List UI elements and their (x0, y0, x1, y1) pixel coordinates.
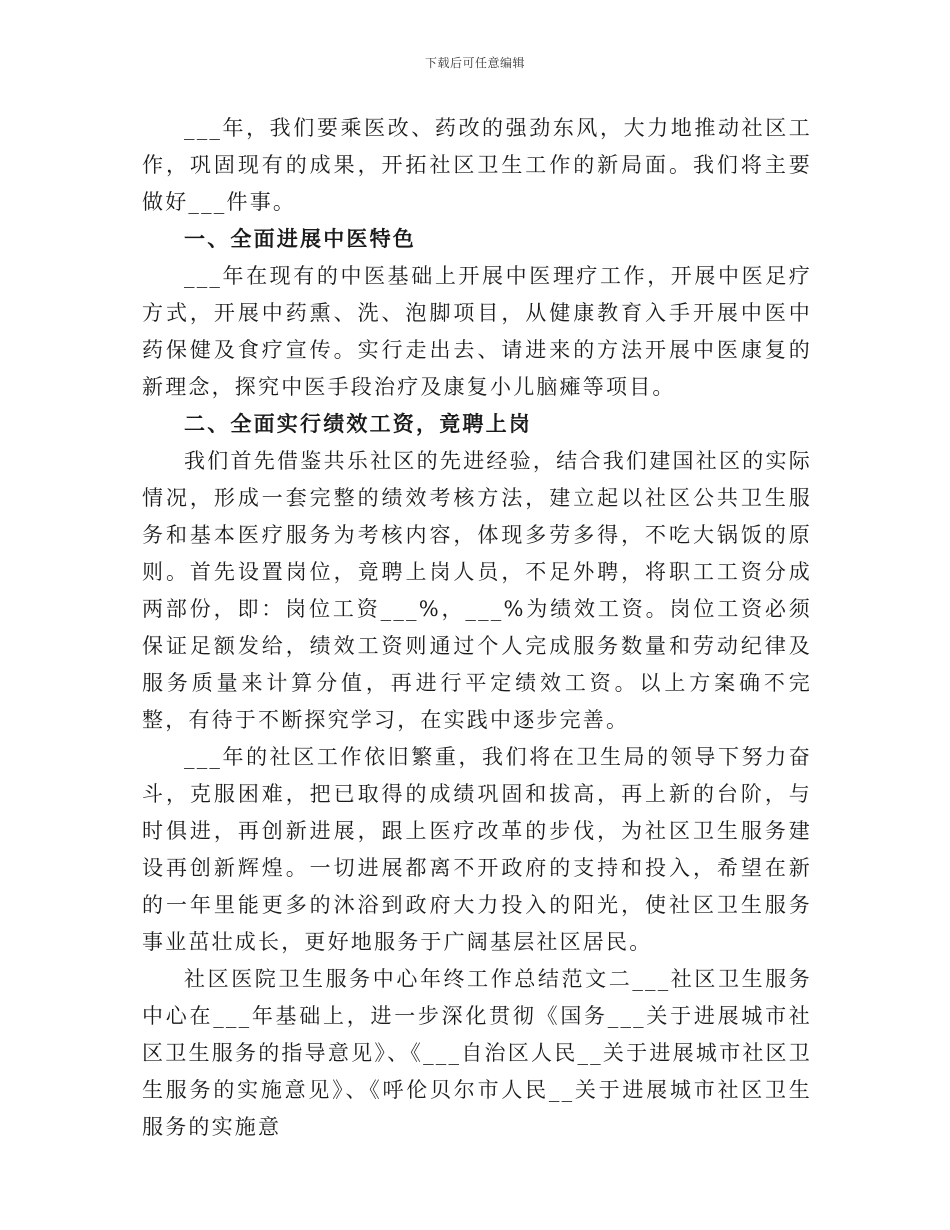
closing-paragraph: ___年的社区工作依旧繁重，我们将在卫生局的领导下努力奋斗，克服困难，把已取得的成绩巩固和拔高，再上新的台阶，与时俱进，再创新进展，跟上医疗改革的步伐，为社区卫生服务建设再创新辉煌。一切进展都离不开政府的支持和投入，希望在新的一年里能更多的沐浴到政府大力投入的阳光，使社区卫生服务事业茁壮成长，更好地服务于广阔基层社区居民。 (142, 745, 812, 954)
sample-2-paragraph: 社区医院卫生服务中心年终工作总结范文二___社区卫生服务中心在___年基础上，进一步深化贯彻《国务___关于进展城市社区卫生服务的指导意见》、《___自治区人民__关于进展城市社区卫生服务的实施意见》、《呼伦贝尔市人民__关于进展城市社区卫生服务的实施意 (142, 967, 812, 1139)
section-2-heading: 二、全面实行绩效工资，竟聘上岗 (184, 412, 532, 436)
page-header: 下载后可任意编辑 (424, 56, 525, 70)
document-body (142, 110, 812, 1146)
intro-paragraph: ___年，我们要乘医改、药改的强劲东风，大力地推动社区工作，巩固现有的成果，开拓社区卫生工作的新局面。我们将主要做好___件事。 (142, 116, 812, 214)
section-1-paragraph: ___年在现有的中医基础上开展中医理疗工作，开展中医足疗方式，开展中药熏、洗、泡脚项目，从健康教育入手开展中医中药保健及食疗宣传。实行走出去、请进来的方法开展中医康复的新理念，探究中医手段治疗及康复小儿脑瘫等项目。 (142, 264, 812, 399)
section-2-paragraph: 我们首先借鉴共乐社区的先进经验，结合我们建国社区的实际情况，形成一套完整的绩效考核方法，建立起以社区公共卫生服务和基本医疗服务为考核内容，体现多劳多得，不吃大锅饭的原则。首先设置岗位，竟聘上岗人员，不足外聘，将职工工资分成两部份，即：岗位工资___%，___%为绩效工资。岗位工资必须保证足额发给，绩效工资则通过个人完成服务数量和劳动纪律及服务质量来计算分值，再进行平定绩效工资。以上方案确不完整，有待于不断探究学习，在实践中逐步完善。 (142, 449, 812, 732)
section-1-heading: 一、全面进展中医特色 (184, 227, 416, 251)
